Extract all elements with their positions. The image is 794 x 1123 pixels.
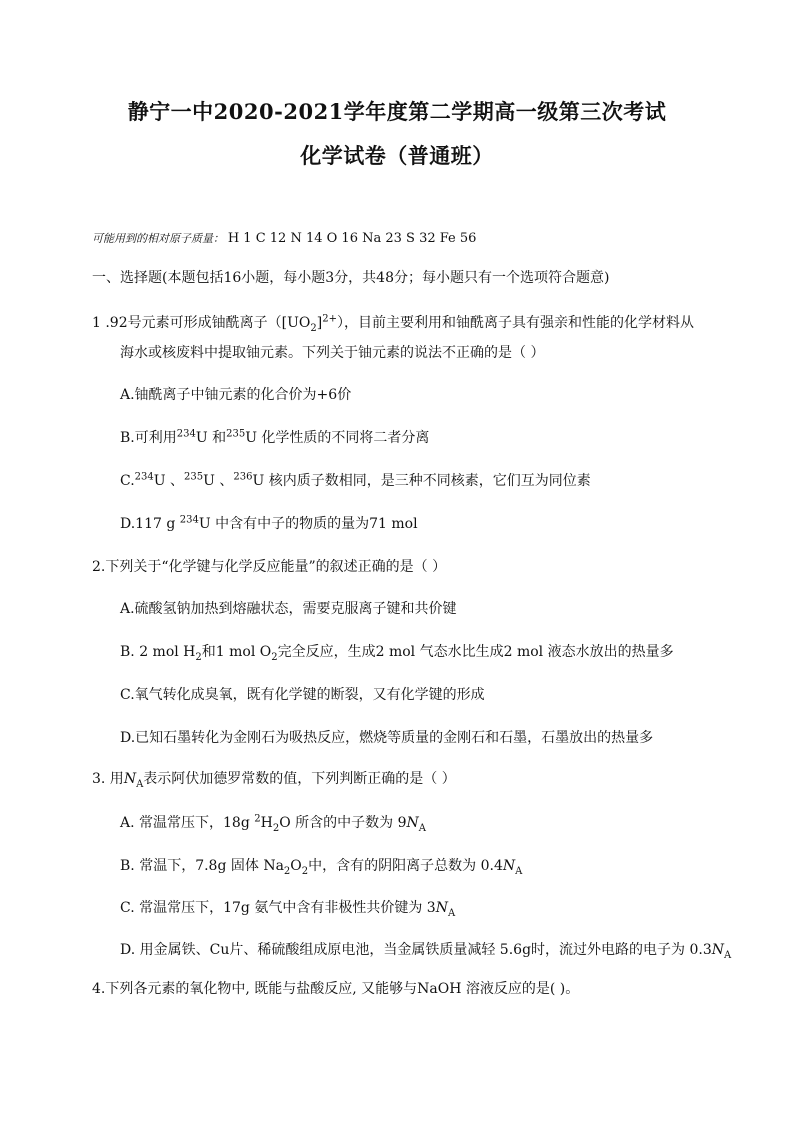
q1c-text-1: C.	[120, 473, 135, 489]
q3-na-sub: A	[136, 778, 144, 790]
atomic-masses-values: H 1 C 12 N 14 O 16 Na 23 S 32 Fe 56	[227, 231, 477, 246]
question-2-option-d: D.已知石墨转化为金刚石为吸热反应，燃烧等质量的金刚石和石墨，石墨放出的热量多	[120, 730, 654, 746]
q3a-text-1: A. 常温常压下，18g	[120, 815, 255, 831]
q1b-sup-2: 235	[226, 428, 246, 440]
q1b-text-1: B.可利用	[120, 430, 177, 446]
q1c-text-3: U 、	[203, 473, 234, 489]
q3c-na-sub: A	[447, 907, 456, 919]
question-1-stem	[92, 314, 694, 332]
question-3-option-a	[120, 814, 426, 832]
q2b-text-2: 和1 mol O	[201, 644, 272, 660]
question-4-stem: 4.下列各元素的氧化物中, 既能与盐酸反应, 又能够与NaOH 溶液反应的是( )。	[92, 981, 580, 997]
q1b-text-3: U 化学性质的不同将二者分离	[245, 430, 430, 446]
q2b-sub-1: 2	[195, 651, 202, 663]
q1-text-2: ]	[316, 315, 323, 331]
exam-title: 静宁一中2020-2021学年度第二学期高一级第三次考试	[127, 99, 667, 124]
q3d-text-1: D. 用金属铁、Cu片、稀硫酸组成原电池，当金属铁质量减轻 5.6g时，流过外电路的电子为 0.3	[120, 942, 712, 958]
question-1-option-a: A.铀酰离子中铀元素的化合价为+6价	[120, 387, 352, 403]
question-1-option-c	[120, 472, 591, 490]
q1b-sup-1: 234	[176, 428, 196, 440]
q1d-text-2: U 中含有中子的物质的量为71 mol	[198, 516, 418, 532]
q2b-text-1: B. 2 mol H	[120, 644, 196, 660]
q3b-sub-2: 2	[301, 865, 309, 877]
q1c-text-2: U 、	[153, 473, 185, 489]
q1b-text-2: U 和	[195, 430, 227, 446]
q3a-sub: 2	[272, 822, 280, 834]
q3a-sup: 2	[254, 813, 261, 825]
question-1-stem-line2: 海水或核废料中提取铀元素。下列关于铀元素的说法不正确的是（ ）	[120, 345, 545, 361]
q1c-sup-1: 234	[134, 471, 154, 483]
q3b-na: N	[502, 858, 516, 874]
section-heading: 一、选择题(本题包括16小题，每小题3分，共48分；每小题只有一个选项符合题意)	[92, 270, 610, 286]
q3d-na-sub: A	[724, 949, 732, 961]
q3-text-1: 3. 用	[92, 771, 124, 787]
question-3-option-d	[120, 941, 731, 959]
question-3-stem	[92, 770, 456, 788]
q3c-na: N	[435, 900, 448, 916]
question-1-option-d	[120, 515, 418, 533]
q1-text-3: ），目前主要利用和铀酰离子具有强亲和性能的化学材料从	[336, 315, 694, 331]
q1d-text-1: D.117 g	[120, 516, 180, 532]
q1-sup: 2+	[322, 313, 337, 325]
q1-sub: 2	[310, 322, 317, 334]
question-2-stem: 2.下列关于“化学键与化学反应能量”的叙述正确的是（ ）	[92, 559, 447, 575]
q1-text-1: 1 .92号元素可形成铀酰离子（[UO	[92, 315, 311, 331]
q1d-sup: 234	[179, 514, 199, 526]
question-2-option-a: A.硫酸氢钠加热到熔融状态，需要克服离子键和共价键	[120, 601, 457, 617]
question-2-option-c: C.氧气转化成臭氧，既有化学键的断裂，又有化学键的形成	[120, 687, 485, 703]
atomic-masses	[92, 229, 476, 248]
q3b-text-1: B. 常温下，7.8g 固体 Na	[120, 858, 284, 874]
q2b-sub-2: 2	[271, 651, 278, 663]
q1c-text-4: U 核内质子数相同，是三种不同核素，它们互为同位素	[252, 473, 591, 489]
q3a-na-sub: A	[418, 822, 426, 834]
q3b-text-3: 中，含有的阴阳离子总数为 0.4	[308, 858, 503, 874]
question-3-option-c	[120, 899, 455, 917]
q1c-sup-3: 236	[233, 471, 253, 483]
q3b-na-sub: A	[515, 865, 523, 877]
q3-text-2: 表示阿伏加德罗常数的值，下列判断正确的是（ ）	[143, 771, 456, 787]
question-3-option-b	[120, 857, 522, 875]
q3b-text-2: O	[290, 858, 302, 874]
atomic-masses-label: 可能用到的相对原子质量：	[92, 232, 224, 245]
q3d-na: N	[711, 942, 724, 958]
q1c-sup-2: 235	[184, 471, 204, 483]
exam-subtitle: 化学试卷（普通班）	[300, 143, 494, 168]
q3a-text-2: H	[260, 815, 273, 831]
question-1-option-b	[120, 429, 429, 447]
q3a-text-3: O 所含的中子数为 9	[279, 815, 407, 831]
q3b-sub-1: 2	[283, 865, 291, 877]
q3a-na: N	[406, 815, 419, 831]
q2b-text-3: 完全反应，生成2 mol 气态水比生成2 mol 液态水放出的热量多	[277, 644, 674, 660]
q3-na: N	[123, 771, 137, 787]
q3c-text-1: C. 常温常压下，17g 氨气中含有非极性共价键为 3	[120, 900, 436, 916]
question-2-option-b	[120, 643, 674, 661]
